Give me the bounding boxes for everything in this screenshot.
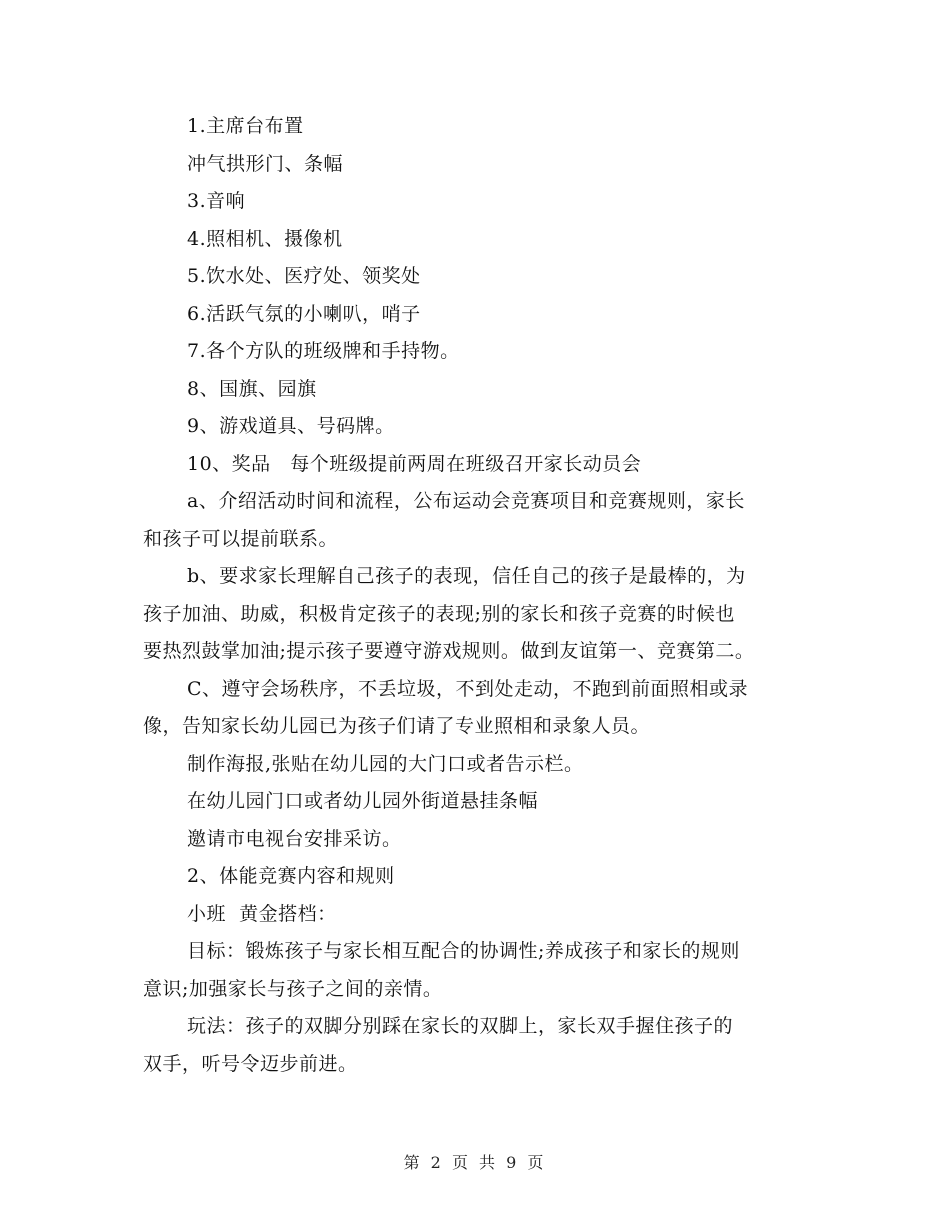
text-line: 2、体能竞赛内容和规则 — [187, 865, 395, 887]
text-line: 在幼儿园门口或者幼儿园外街道悬挂条幅 — [187, 790, 539, 812]
text-line: b、要求家长理解自己孩子的表现，信任自己的孩子是最棒的，为 — [187, 565, 746, 587]
page-number-footer: 第 2 页 共 9 页 — [403, 1153, 547, 1172]
text-line: 5.饮水处、医疗处、领奖处 — [187, 265, 421, 287]
text-line: 1.主席台布置 — [187, 115, 304, 137]
text-line: 8、国旗、园旗 — [187, 377, 317, 400]
text-line: 玩法：孩子的双脚分别踩在家长的双脚上，家长双手握住孩子的 — [187, 1015, 734, 1037]
text-line: 意识;加强家长与孩子之间的亲情。 — [143, 977, 443, 1000]
text-line: 要热烈鼓掌加油;提示孩子要遵守游戏规则。做到友谊第一、竞赛第二。 — [143, 640, 755, 662]
text-line: 目标：锻炼孩子与家长相互配合的协调性;养成孩子和家长的规则 — [187, 940, 740, 962]
text-line: 像，告知家长幼儿园已为孩子们请了专业照相和录象人员。 — [143, 715, 651, 737]
text-line: 3.音响 — [187, 190, 246, 212]
text-line: 9、游戏道具、号码牌。 — [187, 415, 395, 437]
text-line: 双手，听号令迈步前进。 — [143, 1052, 358, 1075]
text-line: 和孩子可以提前联系。 — [143, 527, 339, 550]
text-line: 制作海报,张贴在幼儿园的大门口或者告示栏。 — [187, 752, 584, 775]
document-body — [143, 108, 823, 1083]
text-line: 7.各个方队的班级牌和手持物。 — [187, 340, 460, 362]
text-line: 冲气拱形门、条幅 — [187, 152, 344, 175]
text-line: a、介绍活动时间和流程，公布运动会竞赛项目和竞赛规则，家长 — [187, 490, 745, 512]
text-line: 4.照相机、摄像机 — [187, 227, 343, 250]
text-line: 6.活跃气氛的小喇叭，哨子 — [187, 302, 421, 325]
text-line: 10、奖品 每个班级提前两周在班级召开家长动员会 — [187, 452, 642, 475]
text-line: C、遵守会场秩序，不丢垃圾，不到处走动，不跑到前面照相或录 — [187, 677, 749, 700]
text-line: 小班 黄金搭档： — [187, 902, 337, 925]
text-line: 邀请市电视台安排采访。 — [187, 827, 402, 850]
text-line: 孩子加油、助威，积极肯定孩子的表现;别的家长和孩子竞赛的时候也 — [143, 602, 735, 625]
